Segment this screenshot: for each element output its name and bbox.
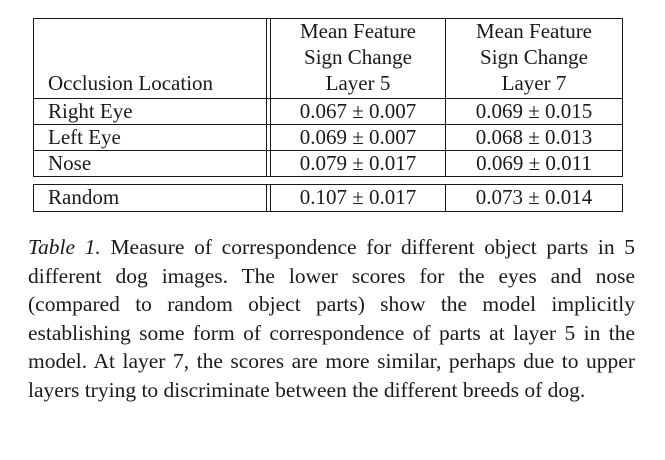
results-table — [33, 18, 623, 212]
caption-text: Measure of correspondence for different object parts in 5 different dog images. The lower scores for the eyes and nose (compared to random object parts) show the model implicitly establishing some form of correspondence of parts at layer 5 in the model. At layer 7, the scores are more similar, perhaps due to upper layers trying to discriminate between the different breeds of dog. — [28, 235, 635, 402]
header-layer5-line3: Layer 5 — [325, 71, 391, 95]
header-layer5-line1: Mean Feature — [299, 19, 417, 43]
row-location-random: Random — [48, 185, 120, 209]
table-caption — [28, 233, 635, 405]
table-left-rule — [33, 18, 34, 176]
row-layer5-random: 0.107 ± 0.017 — [299, 185, 417, 209]
table-left-rule-random — [33, 184, 34, 212]
table-right-rule-random — [622, 184, 623, 212]
header-occlusion-location: Occlusion Location — [48, 71, 214, 95]
row-layer7-left-eye: 0.068 ± 0.013 — [475, 125, 593, 149]
row-location-right-eye: Right Eye — [48, 99, 133, 123]
row-layer5-left-eye: 0.069 ± 0.007 — [299, 125, 417, 149]
header-layer7-line2: Sign Change — [480, 45, 588, 69]
row-layer7-right-eye: 0.069 ± 0.015 — [475, 99, 593, 123]
caption-label: Table 1. — [28, 235, 101, 259]
table-bottom-rule — [33, 211, 623, 212]
header-layer5-line2: Sign Change — [304, 45, 412, 69]
row-layer7-random: 0.073 ± 0.014 — [475, 185, 593, 209]
row-layer7-nose: 0.069 ± 0.011 — [476, 151, 592, 175]
header-layer7-line1: Mean Feature — [475, 19, 593, 43]
row-location-left-eye: Left Eye — [48, 125, 121, 149]
row-location-nose: Nose — [48, 151, 92, 175]
double-rule-a-random — [266, 184, 267, 212]
header-layer7-line3: Layer 7 — [501, 71, 567, 95]
double-rule-a — [266, 18, 267, 176]
row-layer5-right-eye: 0.067 ± 0.007 — [299, 99, 417, 123]
row-layer5-nose: 0.079 ± 0.017 — [299, 151, 417, 175]
row-rule-3 — [33, 176, 623, 177]
table-right-rule — [622, 18, 623, 176]
